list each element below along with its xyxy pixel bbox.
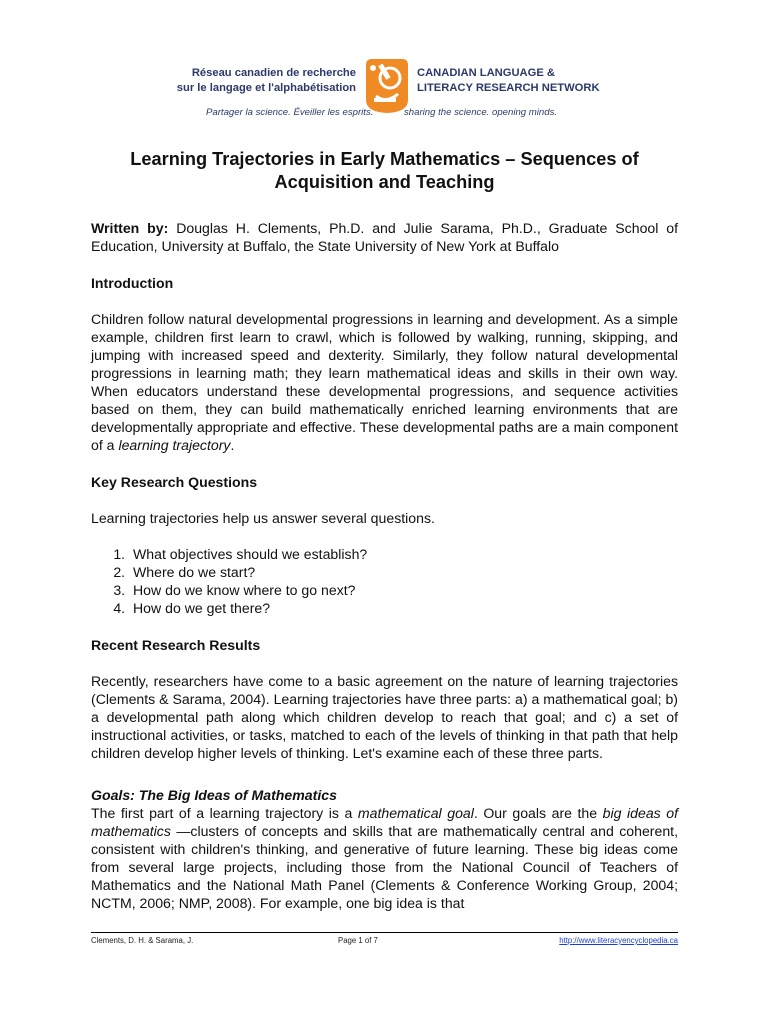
org-name-english: CANADIAN LANGUAGE & LITERACY RESEARCH NETWORK xyxy=(417,67,600,94)
results-paragraph: Recently, researchers have come to a basic agreement on the nature of learning trajectories (Clements & Sarama, 2004). Learning trajectories have three parts: a) a mathematical goal; b) a developmental path along which children develop to reach that goal; and c) a set of instructional activities, or tasks, matched to each of the levels of thinking in that path that help children develop higher levels of thinking. Let's examine each of these three parts. xyxy=(91,673,678,761)
list-item: 2. Where do we start? xyxy=(129,563,678,581)
article-body xyxy=(91,148,678,912)
list-item: 4. How do we get there? xyxy=(129,599,678,617)
list-item: 3. How do we know where to go next? xyxy=(129,581,678,599)
page-number: Page 1 of 7 xyxy=(338,936,378,945)
list-item: 1. What objectives should we establish? xyxy=(129,545,678,563)
org-name-french: Réseau canadien de recherche sur le langage et l'alphabétisation xyxy=(176,67,356,94)
byline: Written by: Douglas H. Clements, Ph.D. and Julie Sarama, Ph.D., Graduate School of Education, University at Buffalo, the State University of New York at Buffalo xyxy=(91,220,679,254)
questions-list xyxy=(91,545,678,617)
page-footer xyxy=(91,932,678,945)
letterhead xyxy=(0,55,768,125)
microscope-logo-icon xyxy=(362,56,412,114)
tagline-french: Partager la science. Éveiller les esprits. xyxy=(206,107,374,118)
questions-intro: Learning trajectories help us answer several questions. xyxy=(91,510,435,526)
intro-paragraph: Children follow natural developmental progressions in learning and development. As a simple example, children first learn to crawl, which is followed by walking, running, skipping, and jumping with increased speed and dexterity. Similarly, they follow natural developmental progressions in learning math; they learn mathematical ideas and skills in their own way. When educators understand these developmental progressions, and sequence activities based on them, they can build mathematically enriched learning environments that are developmentally appropriate and effective. These developmental paths are a main component of a learning trajectory. xyxy=(91,311,678,453)
section-heading-introduction: Introduction xyxy=(91,275,174,291)
subheading-goals: Goals: The Big Ideas of Mathematics xyxy=(91,787,337,803)
footer-link[interactable]: http://www.literacyencyclopedia.ca xyxy=(559,936,678,945)
footer-authors: Clements, D. H. & Sarama, J. xyxy=(91,936,194,945)
article-title: Learning Trajectories in Early Mathematics – Sequences of Acquisition and Teaching xyxy=(130,149,639,192)
tagline-english: sharing the science. opening minds. xyxy=(404,107,558,118)
section-heading-recent-research-results: Recent Research Results xyxy=(91,637,261,653)
goals-paragraph: The first part of a learning trajectory is a mathematical goal. Our goals are the big ideas of mathematics —clusters of concepts and skills that are mathematically central and coherent, consistent with children's thinking, and generative of future learning. These big ideas come from several large projects, including those from the National Council of Teachers of Mathematics and the National Math Panel (Clements & Conference Working Group, 2004; NCTM, 2006; NMP, 2008). For example, one big idea is that xyxy=(91,805,678,911)
section-heading-key-research-questions: Key Research Questions xyxy=(91,474,258,490)
